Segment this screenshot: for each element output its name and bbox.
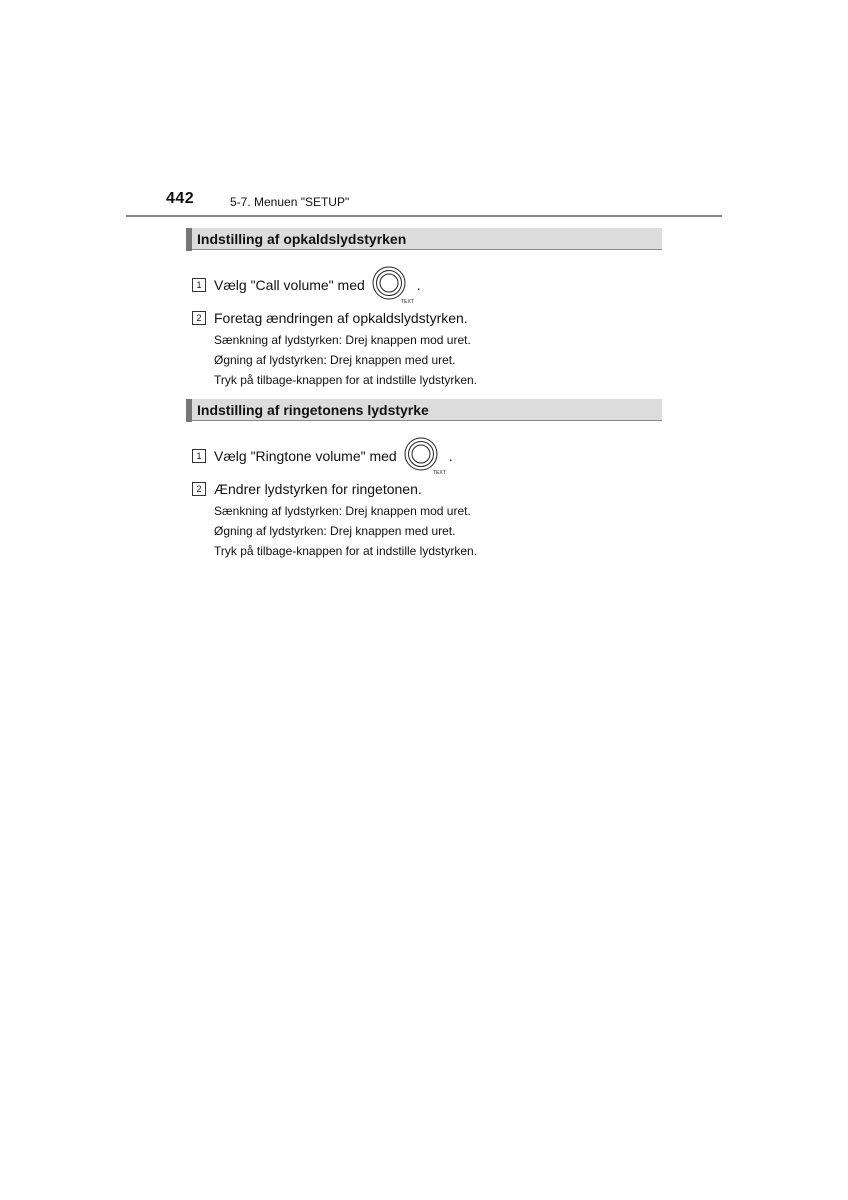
step-number: 2 — [192, 482, 206, 496]
section-title: Indstilling af ringetonens lydstyrke — [197, 402, 429, 418]
step-text: Foretag ændringen af opkaldslydstyrken. — [214, 310, 468, 326]
header-rule — [126, 215, 722, 217]
step-2-call-volume — [192, 308, 468, 328]
step-text-end: . — [448, 448, 453, 464]
knob-label: TEXT — [432, 470, 446, 476]
step-text: Vælg "Ringtone volume" med — [214, 448, 397, 464]
section-title: Indstilling af opkaldslydstyrken — [197, 231, 407, 247]
detail-line: Tryk på tilbage-knappen for at indstille lydstyrken. — [214, 544, 478, 558]
step-number: 1 — [192, 449, 206, 463]
step-2-ringtone-volume — [192, 479, 422, 499]
step-1-call-volume — [192, 275, 421, 305]
page-number: 442 — [166, 190, 195, 207]
step-text-end: . — [416, 277, 421, 293]
detail-line: Øgning af lydstyrken: Drej knappen med uret. — [214, 524, 456, 538]
step-number: 2 — [192, 311, 206, 325]
detail-line: Øgning af lydstyrken: Drej knappen med uret. — [214, 353, 456, 367]
step-text: Vælg "Call volume" med — [214, 277, 365, 293]
step-text: Ændrer lydstyrken for ringetonen. — [214, 481, 422, 497]
step-1-ringtone-volume — [192, 446, 453, 476]
tune-dial-icon — [371, 265, 414, 305]
step-number: 1 — [192, 278, 206, 292]
tune-dial-icon — [403, 436, 446, 476]
section-heading-ringtone-volume — [186, 399, 662, 421]
section-heading-call-volume — [186, 228, 662, 250]
knob-label: TEXT — [400, 299, 414, 305]
detail-line: Tryk på tilbage-knappen for at indstille lydstyrken. — [214, 373, 478, 387]
detail-line: Sænkning af lydstyrken: Drej knappen mod uret. — [214, 504, 471, 518]
chapter-title: 5-7. Menuen "SETUP" — [230, 195, 350, 209]
detail-line: Sænkning af lydstyrken: Drej knappen mod uret. — [214, 333, 471, 347]
